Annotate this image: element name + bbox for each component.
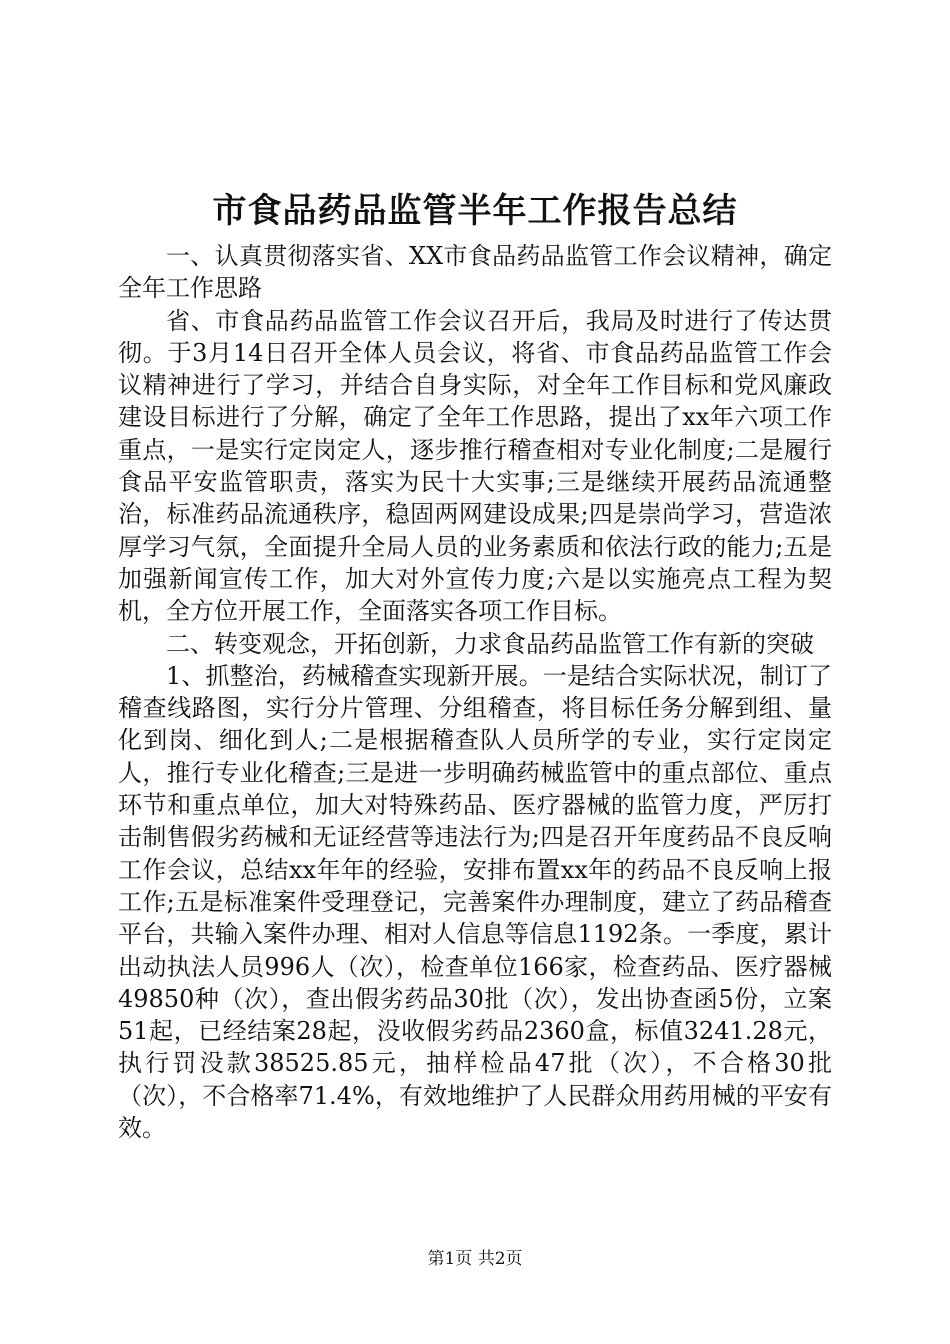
document-body — [118, 240, 832, 1144]
section-heading-1: 一、认真贯彻落实省、XX市食品药品监管工作会议精神，确定全年工作思路 — [118, 242, 832, 303]
page-footer: 第1页 共2页 — [427, 1249, 523, 1269]
section-heading-2: 二、转变观念，开拓创新，力求食品药品监管工作有新的突破 — [166, 629, 814, 658]
paragraph-2: 1、抓整治，药械稽查实现新开展。一是结合实际状况，制订了稽查线路图，实行分片管理、分组稽查，将目标任务分解到组、量化到岗、细化到人;二是根据稽查队人员所学的专业，实行定岗定人，推行专业化稽查;三是进一步明确药械监管中的重点部位、重点环节和重点单位，加大对特殊药品、医疗器械的监管力度，严厉打击制售假劣药械和无证经营等违法行为;四是召开年度药品不良反响工作会议，总结xx年年的经验，安排布置xx年的药品不良反响上报工作;五是标准案件受理登记，完善案件办理制度，建立了药品稽查平台，共输入案件办理、相对人信息等信息1192条。一季度，累计出动执法人员996人（次），检查单位166家，检查药品、医疗器械49850种（次），查出假劣药品30批（次），发出协查函5份，立案51起，已经结案28起，没收假劣药品2360盒，标值3241.28元，执行罚没款38525.85元，抽样检品47批（次），不合格30批（次），不合格率71.4%，有效地维护了人民群众用药用械的平安有效。 — [118, 661, 832, 1143]
paragraph-1: 省、市食品药品监管工作会议召开后，我局及时进行了传达贯彻。于3月14日召开全体人员会议，将省、市食品药品监管工作会议精神进行了学习，并结合自身实际，对全年工作目标和党风廉政建设目标进行了分解，确定了全年工作思路，提出了xx年六项工作重点，一是实行定岗定人，逐步推行稽查相对专业化制度;二是履行食品平安监管职责，落实为民十大实事;三是继续开展药品流通整治，标准药品流通秩序，稳固两网建设成果;四是崇尚学习，营造浓厚学习气氛，全面提升全局人员的业务素质和依法行政的能力;五是加强新闻宣传工作，加大对外宣传力度;六是以实施亮点工程为契机，全方位开展工作，全面落实各项工作目标。 — [118, 306, 832, 626]
document-title: 市食品药品监管半年工作报告总结 — [212, 191, 738, 231]
